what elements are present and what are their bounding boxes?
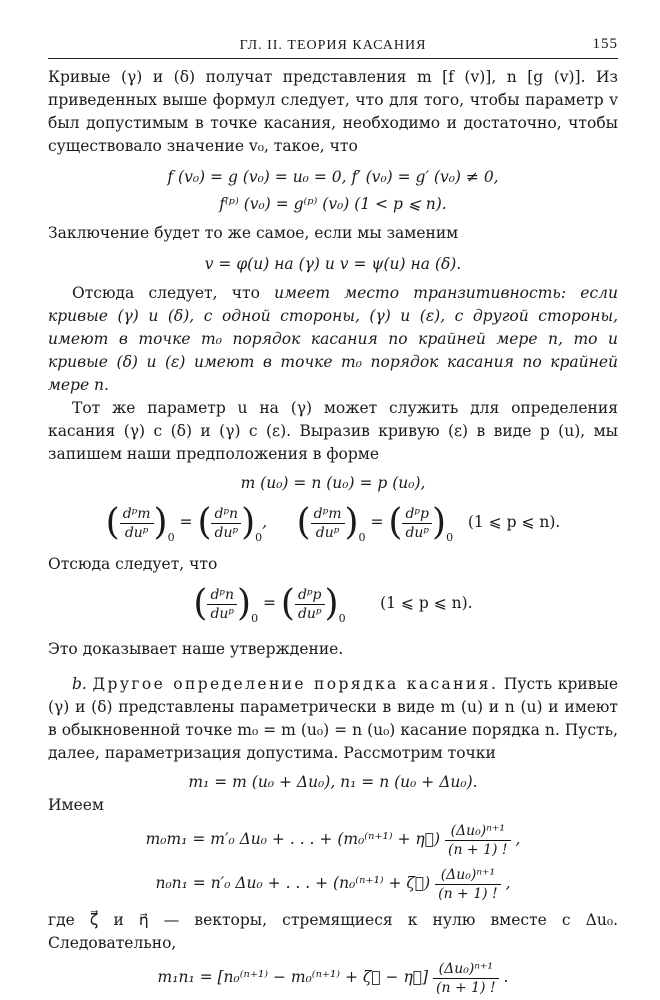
taylor-denominator: (n + 1) ! bbox=[436, 979, 496, 996]
paragraph-9: где ζ⃗ и η⃗ — векторы, стремящиеся к нулю вместе с Δu₀. Следовательно, bbox=[48, 911, 618, 952]
subscript-zero: 0 bbox=[251, 612, 259, 625]
subscript-zero: 0 bbox=[446, 531, 454, 544]
page-number: 155 bbox=[592, 36, 618, 52]
paragraph-3 bbox=[48, 282, 618, 397]
taylor-denominator: (n + 1) ! bbox=[447, 841, 508, 858]
equation-9: n₀n₁ = n′₀ Δu₀ + . . . + (n₀⁽ⁿ⁺¹⁾ + ζ⃗) $\frac{\text{(Δu₀)ⁿ⁺¹}}{(n + 1) !}$ , bbox=[155, 866, 511, 902]
dup-denominator: duᵖ bbox=[124, 524, 149, 541]
dpp-numerator: dᵖp bbox=[295, 586, 325, 605]
taylor-numerator: (Δu₀)ⁿ⁺¹ bbox=[433, 960, 499, 979]
series-m-lhs: m₀m₁ = m′₀ Δu₀ + . . . + (m₀⁽ⁿ⁺¹⁾ + η⃗) bbox=[145, 830, 445, 848]
equation-1: f (v₀) = g (v₀) = u₀ = 0, f′ (v₀) = g′ (v₀) ≠ 0, bbox=[167, 168, 499, 186]
equation-4: m (u₀) = n (u₀) = p (u₀), bbox=[240, 474, 426, 492]
dpn-numerator: dᵖn bbox=[211, 505, 241, 524]
paragraph-8: Имеем bbox=[48, 796, 104, 814]
taylor-numerator: (Δu₀)ⁿ⁺¹ bbox=[435, 866, 501, 885]
equation-5: ( $\frac{\text{dᵖm}}{\text{duᵖ}}$ )$_0$ = ( $\frac{\text{dᵖn}}{\text{duᵖ}}$ )$_0$, ( $\frac{\text{dᵖm}}{\text{duᵖ}}$ )$_0$ = ( $\frac{\text{dᵖp}}{\text{duᵖ}}$ )$_0$ (1 ⩽ p ⩽ n). bbox=[105, 502, 561, 544]
dup-denominator: duᵖ bbox=[297, 605, 322, 622]
section-title: Другое определение порядка касания. bbox=[92, 675, 499, 693]
paragraph-5: Отсюда следует, что bbox=[48, 555, 218, 573]
paragraph-2: Заключение будет то же самое, если мы заменим bbox=[48, 224, 459, 242]
chapter-title: ГЛ. II. ТЕОРИЯ КАСАНИЯ bbox=[239, 38, 427, 53]
paragraph-6: Это доказывает наше утверждение. bbox=[48, 640, 344, 658]
dpn-numerator: dᵖn bbox=[207, 586, 237, 605]
paragraph-7 bbox=[48, 673, 618, 765]
dpm-numerator: dᵖm bbox=[120, 505, 154, 524]
equation-6: ( $\frac{\text{dᵖn}}{\text{duᵖ}}$ )$_0$ = ( $\frac{\text{dᵖp}}{\text{duᵖ}}$ )$_0$ (1 ⩽ p ⩽ n). bbox=[193, 583, 473, 625]
dup-denominator: duᵖ bbox=[405, 524, 430, 541]
range-condition: (1 ⩽ p ⩽ n). bbox=[467, 513, 561, 531]
dup-denominator: duᵖ bbox=[210, 605, 235, 622]
page-body bbox=[48, 66, 618, 999]
equation-3: v = φ(u) на (γ) и v = ψ(u) на (δ). bbox=[204, 255, 462, 273]
difference-lhs: m₁n₁ = [n₀⁽ⁿ⁺¹⁾ − m₀⁽ⁿ⁺¹⁾ + ζ⃗ − η⃗] bbox=[157, 968, 434, 986]
paragraph-7-body: Пусть кривые (γ) и (δ) представлены параметрически в виде m (u) и n (u) и имеют в обыкновенной точке m₀ = m (u₀) = n (u₀) касание порядка n. Пусть, далее, параметризация допустима. Рассмотрим точки bbox=[48, 675, 618, 762]
paragraph-1: Кривые (γ) и (δ) получат представления m [f (v)], n [g (v)]. Из приведенных выше формул следует, что для того, чтобы параметр v был допустимым в точке касания, необходимо и достаточно, чтобы существовало значение v₀, такое, что bbox=[48, 68, 618, 155]
subscript-zero: 0 bbox=[358, 531, 366, 544]
dpp-numerator: dᵖp bbox=[402, 505, 432, 524]
subscript-zero: 0 bbox=[255, 531, 263, 544]
equation-8: m₀m₁ = m′₀ Δu₀ + . . . + (m₀⁽ⁿ⁺¹⁾ + η⃗) $\frac{\text{(Δu₀)ⁿ⁺¹}}{(n + 1) !}$ , bbox=[145, 822, 521, 858]
dpm-numerator: dᵖm bbox=[311, 505, 345, 524]
equation-2: f⁽ᵖ⁾ (v₀) = g⁽ᵖ⁾ (v₀) (1 < p ⩽ n). bbox=[219, 195, 447, 213]
dup-denominator: duᵖ bbox=[214, 524, 239, 541]
taylor-denominator: (n + 1) ! bbox=[438, 885, 498, 902]
equation-10: m₁n₁ = [n₀⁽ⁿ⁺¹⁾ − m₀⁽ⁿ⁺¹⁾ + ζ⃗ − η⃗] $\frac{\text{(Δu₀)ⁿ⁺¹}}{(n + 1) !}$ . bbox=[157, 960, 509, 996]
running-header bbox=[48, 36, 618, 59]
taylor-numerator: (Δu₀)ⁿ⁺¹ bbox=[445, 822, 511, 841]
subscript-zero: 0 bbox=[338, 612, 346, 625]
transitivity-statement: имеет место транзитивность: если кривые (γ) и (δ), с одной стороны, (γ) и (ε), с другой стороны, имеют в точке m₀ порядок касания по крайней мере n, то и кривые (δ) и (ε) имеют в точке m₀ порядок касания по крайней мере n. bbox=[48, 284, 619, 394]
paragraph-4: Тот же параметр u на (γ) может служить для определения касания (γ) с (δ) и (γ) с (ε). Выразив кривую (ε) в виде p (u), мы запишем наши предположения в форме bbox=[48, 399, 618, 463]
section-label: b. bbox=[72, 675, 93, 693]
series-n-lhs: n₀n₁ = n′₀ Δu₀ + . . . + (n₀⁽ⁿ⁺¹⁾ + ζ⃗) bbox=[155, 874, 436, 892]
range-condition: (1 ⩽ p ⩽ n). bbox=[380, 594, 473, 612]
equation-7: m₁ = m (u₀ + Δu₀), n₁ = n (u₀ + Δu₀). bbox=[188, 773, 478, 791]
subscript-zero: 0 bbox=[167, 531, 175, 544]
paragraph-3-lead: Отсюда следует, что bbox=[72, 284, 275, 302]
dup-denominator: duᵖ bbox=[315, 524, 340, 541]
